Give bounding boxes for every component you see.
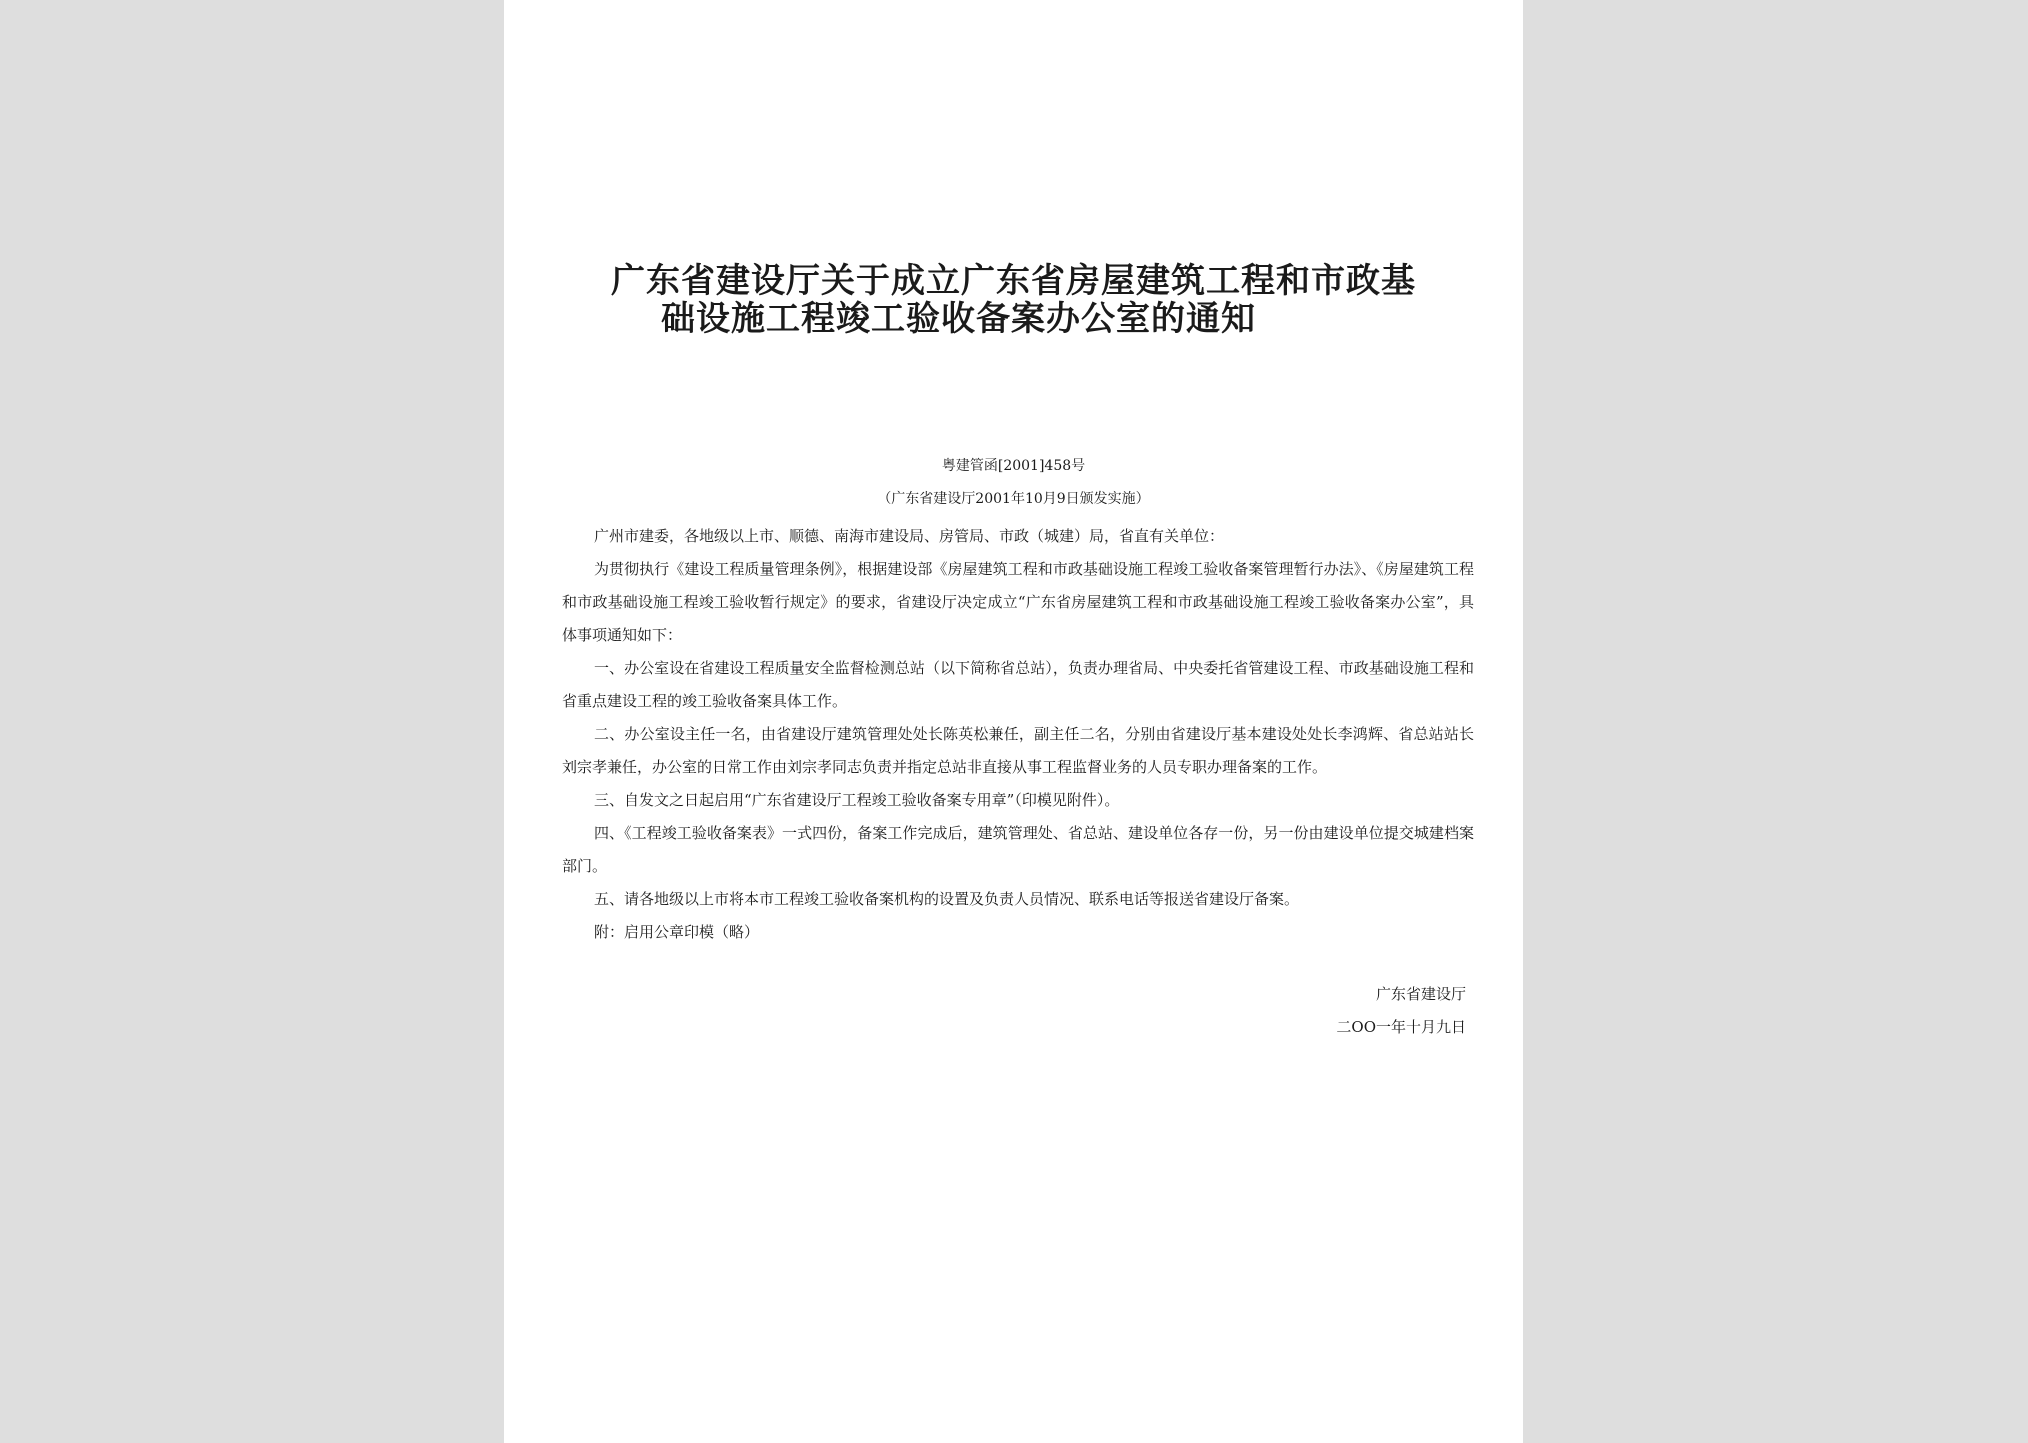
paragraph-intro: 为贯彻执行《建设工程质量管理条例》，根据建设部《房屋建筑工程和市政基础设施工程竣工验收备案管理暂行办法》、《房屋建筑工程和市政基础设施工程竣工验收暂行规定》的要求，省建设厅决定成立“广东省房屋建筑工程和市政基础设施工程竣工验收备案办公室”，具体事项通知如下： [562,560,1474,644]
signature-date: 二OO一年十月九日 [1336,1018,1466,1036]
document-body [562,520,1474,949]
title-line-2: 础设施工程竣工验收备案办公室的通知 [661,299,1256,339]
signature-block [1336,978,1466,1044]
document-page [504,0,1523,1443]
paragraph-item-4: 四、《工程竣工验收备案表》一式四份，备案工作完成后，建筑管理处、省总站、建设单位各存一份，另一份由建设单位提交城建档案部门。 [562,824,1474,875]
paragraph-item-2: 二、办公室设主任一名，由省建设厅建筑管理处处长陈英松兼任，副主任二名，分别由省建设厅基本建设处处长李鸿辉、省总站站长刘宗孝兼任，办公室的日常工作由刘宗孝同志负责并指定总站非直接从事工程监督业务的人员专职办理备案的工作。 [562,725,1474,776]
paragraph-attachment: 附：启用公章印模（略） [594,923,760,941]
signature-issuer: 广东省建设厅 [1375,985,1466,1003]
paragraph-item-3: 三、自发文之日起启用“广东省建设厅工程竣工验收备案专用章”（印模见附件）。 [594,791,1120,809]
paragraph-item-5: 五、请各地级以上市将本市工程竣工验收备案机构的设置及负责人员情况、联系电话等报送省建设厅备案。 [594,890,1300,908]
paragraph-item-1: 一、办公室设在省建设工程质量安全监督检测总站（以下简称省总站），负责办理省局、中央委托省管建设工程、市政基础设施工程和省重点建设工程的竣工验收备案具体工作。 [562,659,1474,710]
issued-note: （广东省建设厅2001年10月9日颁发实施） [877,491,1150,507]
paragraph-addressees: 广州市建委，各地级以上市、顺德、南海市建设局、房管局、市政（城建）局，省直有关单位： [594,527,1225,545]
document-number: 粤建管函[2001]458号 [941,458,1086,474]
document-title [504,262,1523,338]
title-line-1: 广东省建设厅关于成立广东省房屋建筑工程和市政基 [611,261,1416,301]
